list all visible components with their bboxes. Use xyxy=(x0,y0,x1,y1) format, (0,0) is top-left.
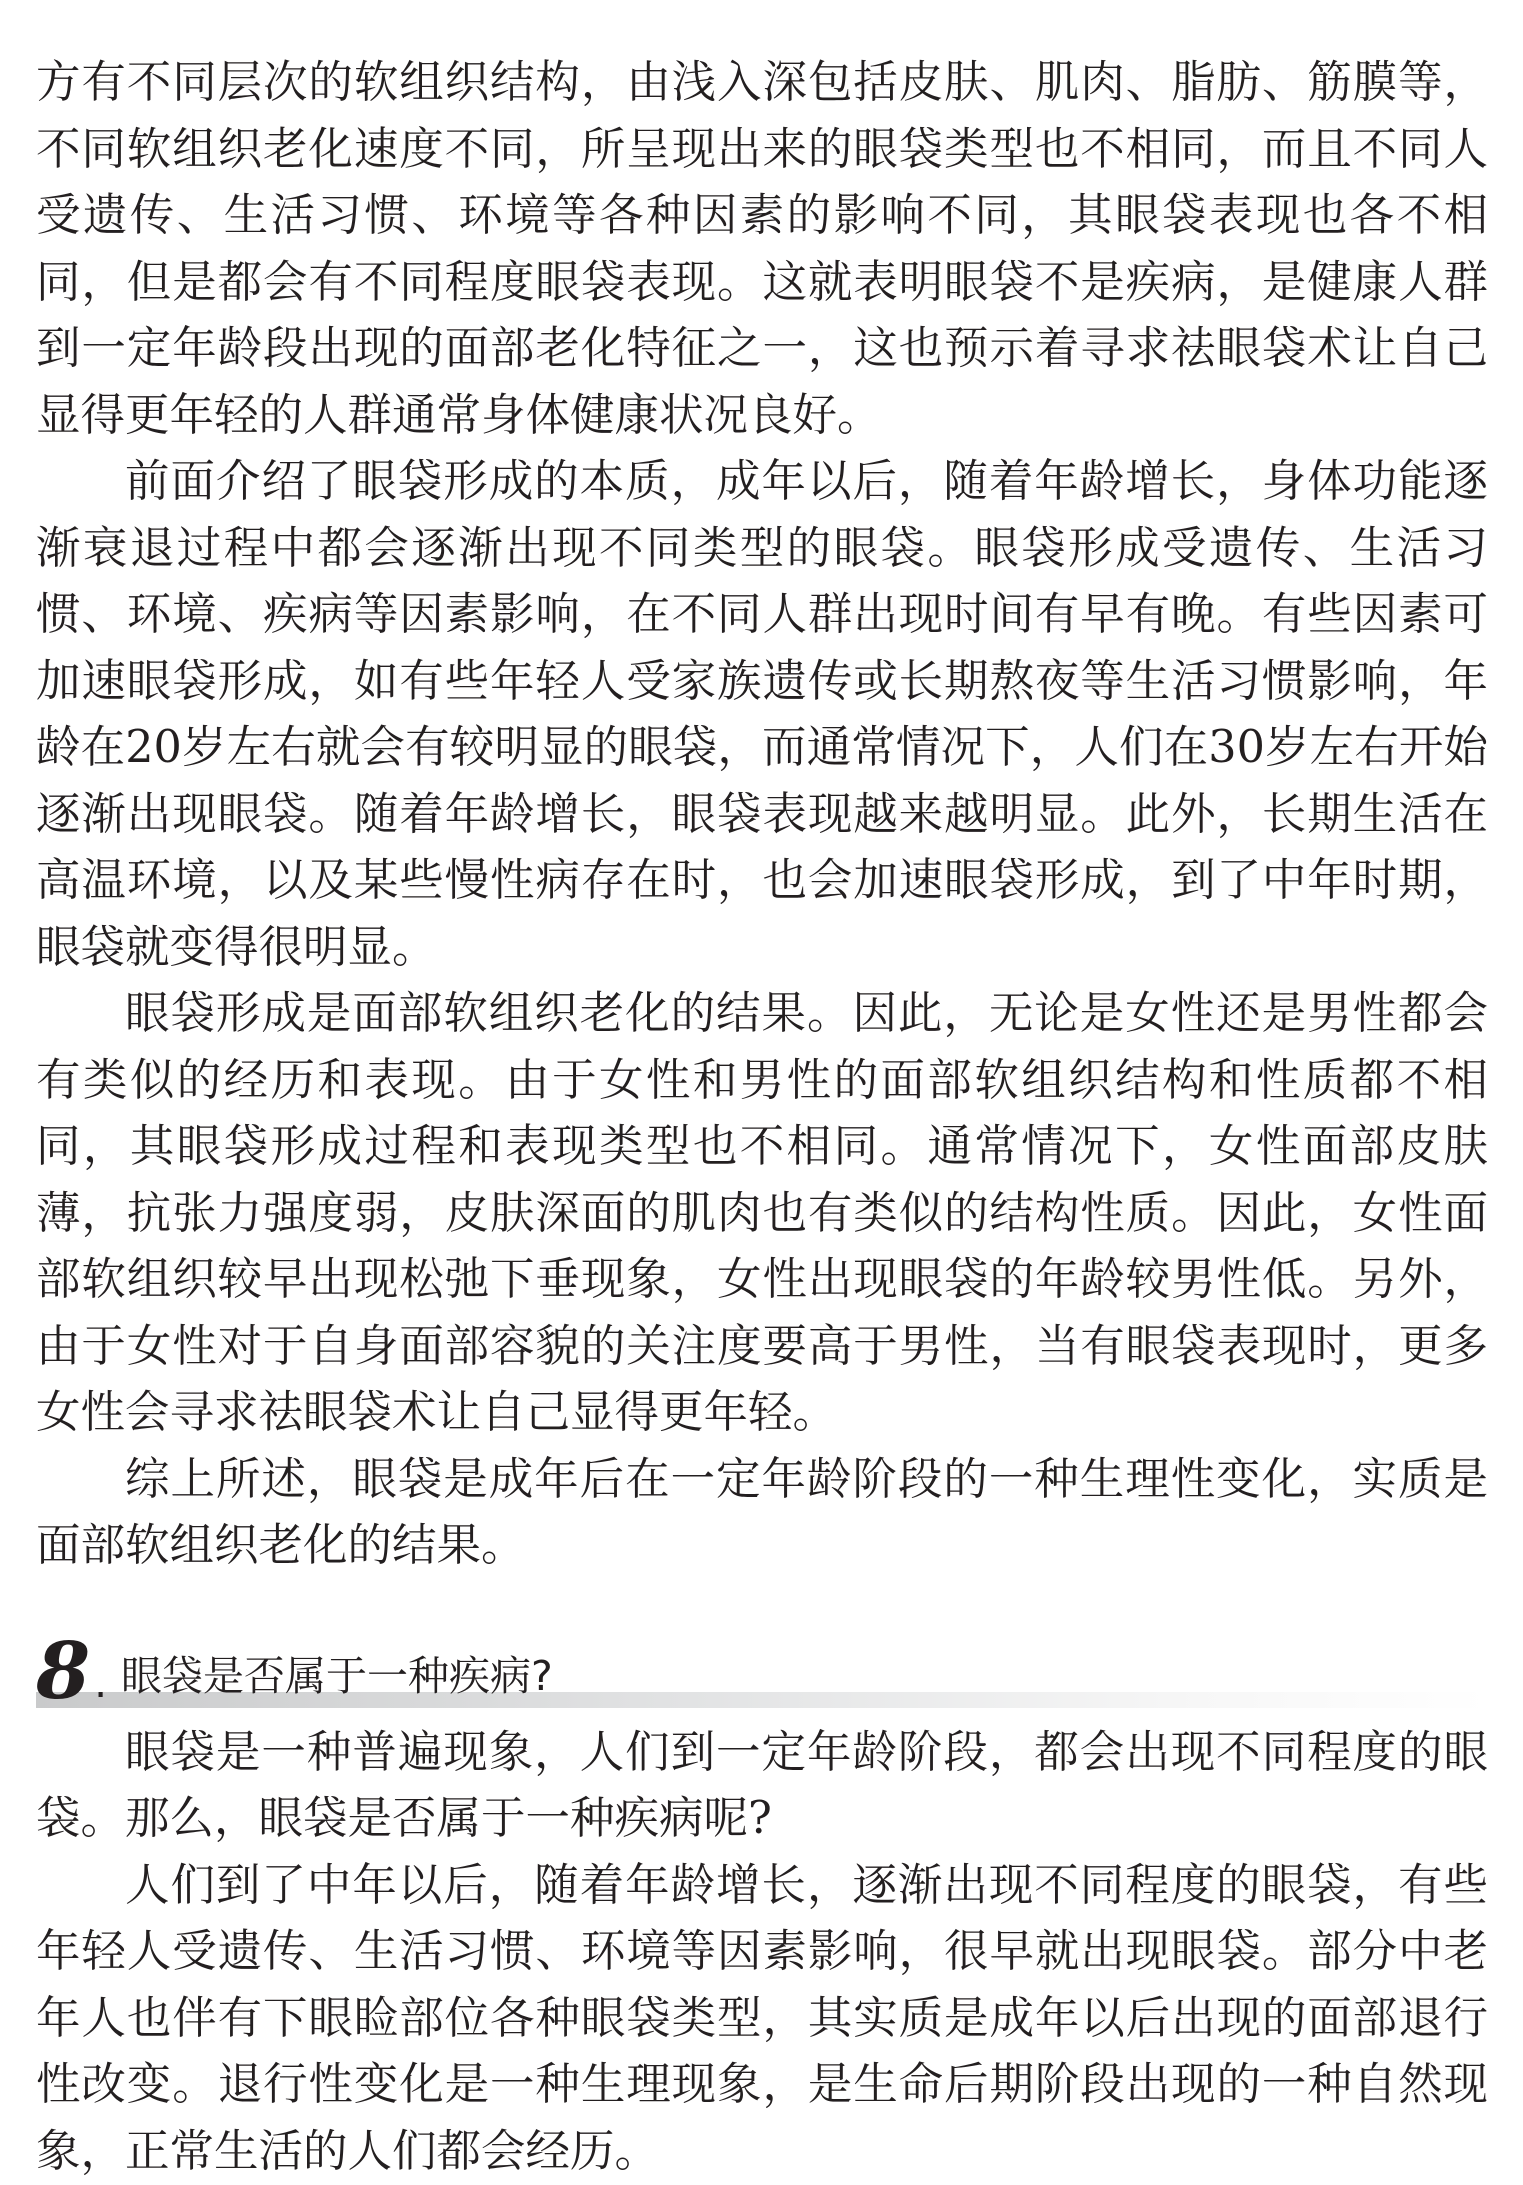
paragraph-formation-essence: 前面介绍了眼袋形成的本质，成年以后，随着年龄增长，身体功能逐渐衰退过程中都会逐渐出现不同类型的眼袋。眼袋形成受遗传、生活习惯、环境、疾病等因素影响，在不同人群出现时间有早有晚。有些因素可加速眼袋形成，如有些年轻人受家族遗传或长期熬夜等生活习惯影响，年龄在20岁左右就会有较明显的眼袋，而通常情况下，人们在30岁左右开始逐渐出现眼袋。随着年龄增长，眼袋表现越来越明显。此外，长期生活在高温环境，以及某些慢性病存在时，也会加速眼袋形成，到了中年时期，眼袋就变得很明显。 xyxy=(36,449,1488,981)
paragraph-summary: 综上所述，眼袋是成年后在一定年龄阶段的一种生理性变化，实质是面部软组织老化的结果。 xyxy=(36,1447,1488,1580)
paragraph-question: 眼袋是一种普遍现象，人们到一定年龄阶段，都会出现不同程度的眼袋。那么，眼袋是否属于一种疾病呢? xyxy=(36,1720,1488,1853)
section-heading xyxy=(36,1626,1488,1712)
paragraph-continued: 方有不同层次的软组织结构，由浅入深包括皮肤、肌肉、脂肪、筋膜等，不同软组织老化速度不同，所呈现出来的眼袋类型也不相同，而且不同人受遗传、生活习惯、环境等各种因素的影响不同，其眼袋表现也各不相同，但是都会有不同程度眼袋表现。这就表明眼袋不是疾病，是健康人群到一定年龄段出现的面部老化特征之一，这也预示着寻求祛眼袋术让自己显得更年轻的人群通常身体健康状况良好。 xyxy=(36,50,1488,449)
section-title: 眼袋是否属于一种疾病? xyxy=(121,1646,553,1712)
paragraph-degenerative-change: 人们到了中年以后，随着年龄增长，逐渐出现不同程度的眼袋，有些年轻人受遗传、生活习惯、环境等因素影响，很早就出现眼袋。部分中老年人也伴有下眼睑部位各种眼袋类型，其实质是成年以后出现的面部退行性改变。退行性变化是一种生理现象，是生命后期阶段出现的一种自然现象，正常生活的人们都会经历。 xyxy=(36,1853,1488,2185)
paragraph-gender-difference: 眼袋形成是面部软组织老化的结果。因此，无论是女性还是男性都会有类似的经历和表现。由于女性和男性的面部软组织结构和性质都不相同，其眼袋形成过程和表现类型也不相同。通常情况下，女性面部皮肤薄，抗张力强度弱，皮肤深面的肌肉也有类似的结构性质。因此，女性面部软组织较早出现松弛下垂现象，女性出现眼袋的年龄较男性低。另外，由于女性对于自身面部容貌的关注度要高于男性，当有眼袋表现时，更多女性会寻求祛眼袋术让自己显得更年轻。 xyxy=(36,981,1488,1447)
section-number-dot: . xyxy=(94,1656,107,1712)
section-number: 8 xyxy=(36,1632,90,1712)
document-page xyxy=(36,50,1488,2185)
